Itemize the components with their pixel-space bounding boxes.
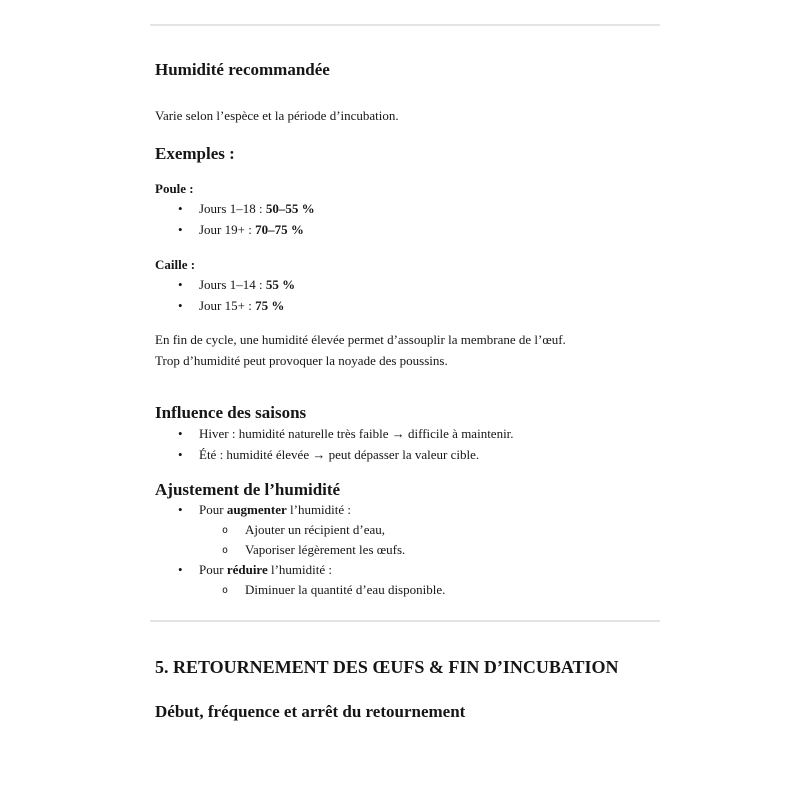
list-item-poule-jours-1-18 [150,198,660,219]
label-poule: Poule : [155,181,194,196]
list-item-pour-reduire [150,560,660,580]
list-item-value: 50–55 % [265,201,315,216]
paragraph-fin-de-cycle [150,329,660,371]
paragraph-varie: Varie selon l’espèce et la période d’incubation. [155,108,399,123]
list-item-text: Pour [199,502,227,517]
paragraph-line: Trop d’humidité peut provoquer la noyade des poussins. [155,353,448,368]
heading-debut-frequence-arret: Début, fréquence et arrêt du retournement [155,702,466,721]
list-item-text: Été : humidité élevée → peut dépasser la valeur cible. [199,447,480,462]
list-item-ete [150,444,660,465]
list-item-text: Diminuer la quantité d’eau disponible. [245,582,446,597]
list-item-pour-augmenter [150,500,660,520]
list-item-text: Ajouter un récipient d’eau, [245,522,386,537]
list-item-poule-jour-19 [150,219,660,240]
document-content [150,0,660,722]
list-item-text: Jour 15+ : [199,298,256,313]
list-item-text: Jours 1–18 : [199,201,266,216]
list-subitem-vaporiser [150,540,660,560]
heading-humidite-recommandee: Humidité recommandée [155,60,330,79]
list-item-text: Jour 19+ : [199,222,256,237]
list-item-value: 55 % [265,277,296,292]
list-item-caille-jours-1-14 [150,274,660,295]
list-item-text: Hiver : humidité naturelle très faible → difficile à maintenir. [199,426,514,441]
list-item-text: Pour [199,562,227,577]
list-ajustement [150,500,660,600]
label-caille: Caille : [155,257,196,272]
list-item-text: l’humidité : [267,562,333,577]
list-caille [150,274,660,316]
list-item-text: l’humidité : [286,502,352,517]
section-divider-top [150,24,660,26]
list-subitem-ajouter-recipient [150,520,660,540]
list-saisons [150,423,660,465]
heading-section-5-retournement: 5. RETOURNEMENT DES ŒUFS & FIN D’INCUBATION [155,657,619,677]
heading-exemples: Exemples : [155,144,235,163]
list-poule [150,198,660,240]
list-item-hiver [150,423,660,444]
list-item-text: Jours 1–14 : [199,277,266,292]
list-item-bold: réduire [226,562,268,577]
heading-ajustement-humidite: Ajustement de l’humidité [155,480,341,499]
section-divider-bottom [150,620,660,622]
list-item-caille-jour-15 [150,295,660,316]
paragraph-line: En fin de cycle, une humidité élevée permet d’assouplir la membrane de l’œuf. [155,332,566,347]
list-item-bold: augmenter [226,502,287,517]
heading-influence-des-saisons: Influence des saisons [155,403,307,422]
list-item-text: Vaporiser légèrement les œufs. [245,542,406,557]
list-item-value: 75 % [255,298,285,313]
list-subitem-diminuer-quantite [150,580,660,600]
list-item-value: 70–75 % [255,222,304,237]
